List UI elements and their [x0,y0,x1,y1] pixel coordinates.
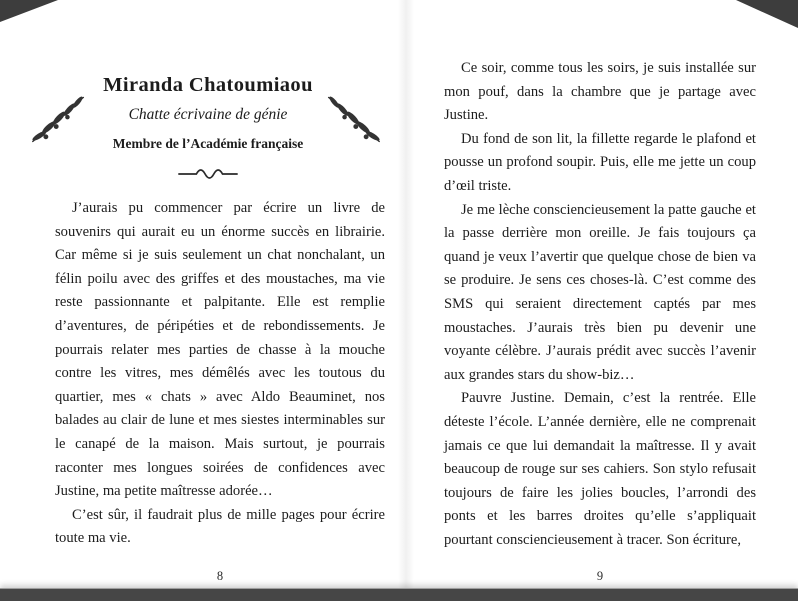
scan-bottom-edge [0,589,798,601]
chapter-title: Miranda Chatoumiaou [103,74,313,96]
chapter-header [43,0,373,181]
left-page [55,0,385,601]
page-gutter [398,0,414,589]
paragraph: J’aurais pu commencer par écrire un livre de souvenirs qui aurait eu un énorme succès en librairie. Car même si je suis seulement un chat nonchalant, un félin poilu avec des griffes et des moustaches, ma vie reste passionnante et palpitante. Elle est remplie d’aventures, de péripéties et de rebondissements. Je pourrais relater mes parties de chasse à la mouche contre les vitres, mes démêlés avec les toutous du quartier, mes « chats » avec Aldo Beauminet, nos balades au clair de lune et mes siestes interminables sur le canapé de la maison. Mais surtout, je pourrais raconter mes longues soirées de confidences avec Justine, ma petite maîtresse adorée… [55,200,385,500]
olive-branch-left-icon [29,88,89,150]
page-number-right: 9 [596,569,604,583]
paragraph: Pauvre Justine. Demain, c’est la rentrée. Elle déteste l’école. L’année dernière, elle ne comprenait jamais ce que lui demandait la maîtresse. Il y avait beaucoup de rouge sur ses cahiers. Son stylo refusait toujours de faire les jolies boucles, l’arrondi des ponts et les barres droites qu’elle s’appliquait pourtant consciencieusement à tracer. Son écriture, [444,390,756,548]
right-page [444,0,756,601]
page-number-left: 8 [216,569,224,583]
left-page-body [55,197,385,551]
divider-ornament-icon [177,167,239,181]
olive-branch-right-icon [323,88,383,150]
chapter-subtitle: Chatte écrivaine de génie [128,106,288,123]
paragraph: Du fond de son lit, la fillette regarde le plafond et pousse un profond soupir. Puis, elle me jette un coup d’œil triste. [444,130,756,194]
paragraph: Je me lèche consciencieusement la patte gauche et la passe derrière mon oreille. Je fais toujours ça quand je veux l’avertir que quelque chose de bien va se produire. Je sens ces choses-là. C’est comme des SMS qui seraient directement captés par mes moustaches. J’aurais très bien pu devenir une voyante célèbre. J’aurais prédit avec succès l’avenir aux grandes stars du show-biz… [444,201,756,383]
chapter-affiliation: Membre de l’Académie française [112,136,304,151]
paragraph: Ce soir, comme tous les soirs, je suis installée sur mon pouf, dans la chambre que je partage avec Justine. [444,60,756,124]
right-page-body [444,0,756,552]
paragraph: C’est sûr, il faudrait plus de mille pages pour écrire toute ma vie. [55,506,385,547]
